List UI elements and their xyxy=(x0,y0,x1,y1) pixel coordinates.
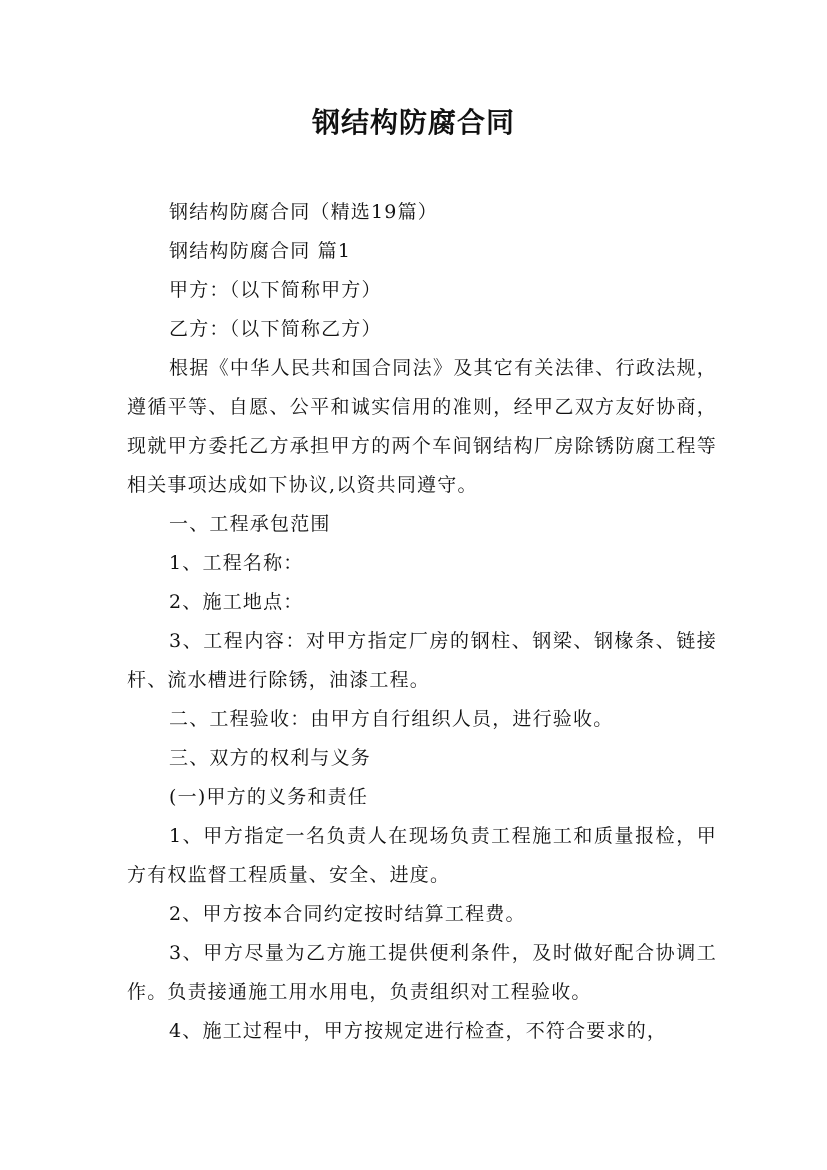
paragraph-party-a: 甲方：（以下简称甲方） xyxy=(169,279,382,301)
document-title: 钢结构防腐合同 xyxy=(311,106,515,139)
paragraph-scope-heading: 一、工程承包范围 xyxy=(169,513,331,535)
paragraph-rights-heading: 三、双方的权利与义务 xyxy=(169,747,372,769)
paragraph-duty-3: 3、甲方尽量为乙方施工提供便利条件，及时做好配合协调工作。负责接通施工用水用电，负责组织对工程验收。 xyxy=(127,942,717,1003)
paragraph-project-content: 3、工程内容：对甲方指定厂房的钢柱、钢梁、钢椽条、链接杆、流水槽进行除锈，油漆工程。 xyxy=(127,630,717,691)
paragraph-preamble: 根据《中华人民共和国合同法》及其它有关法律、行政法规，遵循平等、自愿、公平和诚实信用的准则，经甲乙双方友好协商，现就甲方委托乙方承担甲方的两个车间钢结构厂房除锈防腐工程等相关事项达成如下协议,以资共同遵守。 xyxy=(127,357,717,496)
paragraph-duty-4: 4、施工过程中，甲方按规定进行检查，不符合要求的， xyxy=(169,1020,668,1042)
paragraph-site-location: 2、施工地点： xyxy=(169,591,304,613)
paragraph-duty-2: 2、甲方按本合同约定按时结算工程费。 xyxy=(169,903,526,925)
paragraph-party-b: 乙方：（以下简称乙方） xyxy=(169,318,382,340)
paragraph-section-heading: 钢结构防腐合同 篇1 xyxy=(169,240,352,262)
paragraph-acceptance: 二、工程验收：由甲方自行组织人员，进行验收。 xyxy=(169,708,614,730)
paragraph-project-name: 1、工程名称： xyxy=(169,552,304,574)
paragraph-party-a-duties-heading: (一)甲方的义务和责任 xyxy=(169,786,369,808)
document-body xyxy=(127,193,717,1051)
paragraph-subtitle: 钢结构防腐合同（精选19篇） xyxy=(169,201,438,223)
paragraph-duty-1: 1、甲方指定一名负责人在现场负责工程施工和质量报检，甲方有权监督工程质量、安全、进度。 xyxy=(127,825,717,886)
